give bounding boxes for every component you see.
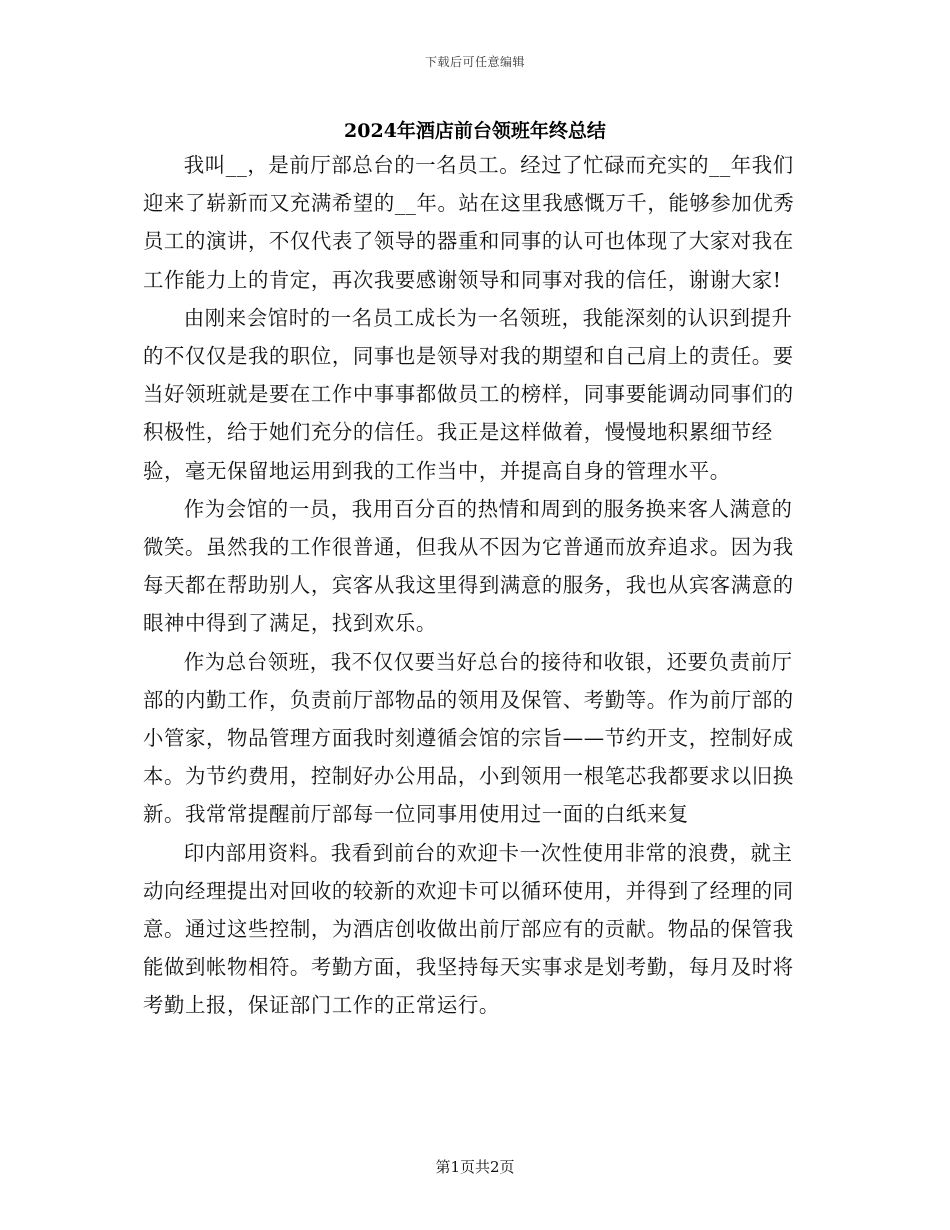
paragraph-5: 印内部用资料。我看到前台的欢迎卡一次性使用非常的浪费，就主动向经理提出对回收的较新的欢迎卡可以循环使用，并得到了经理的同意。通过这些控制，为酒店创收做出前厅部应有的贡献。物品的保管我能做到帐物相符。考勤方面，我坚持每天实事求是划考勤，每月及时将考勤上报，保证部门工作的正常运行。 (143, 840, 794, 1018)
paragraph-2: 由刚来会馆时的一名员工成长为一名领班，我能深刻的认识到提升的不仅仅是我的职位，同事也是领导对我的期望和自己肩上的责任。要当好领班就是要在工作中事事都做员工的榜样，同事要能调动同事们的积极性，给于她们充分的信任。我正是这样做着，慢慢地积累细节经验，毫无保留地运用到我的工作当中，并提高自身的管理水平。 (143, 305, 794, 483)
paragraph-4: 作为总台领班，我不仅仅要当好总台的接待和收银，还要负责前厅部的内勤工作，负责前厅部物品的领用及保管、考勤等。作为前厅部的小管家，物品管理方面我时刻遵循会馆的宗旨——节约开支，控制好成本。为节约费用，控制好办公用品，小到领用一根笔芯我都要求以旧换新。我常常提醒前厅部每一位同事用使用过一面的白纸来复 (143, 649, 794, 827)
paragraph-3: 作为会馆的一员，我用百分百的热情和周到的服务换来客人满意的微笑。虽然我的工作很普通，但我从不因为它普通而放弃追求。因为我每天都在帮助别人，宾客从我这里得到满意的服务，我也从宾客满意的眼神中得到了满足，找到欢乐。 (143, 496, 794, 636)
document-title: 2024年酒店前台领班年终总结 (344, 120, 606, 142)
header-note: 下载后可任意编辑 (424, 55, 525, 69)
paragraph-1: 我叫__，是前厅部总台的一名员工。经过了忙碌而充实的__年我们迎来了崭新而又充满希望的__年。站在这里我感慨万千，能够参加优秀员工的演讲，不仅代表了领导的器重和同事的认可也体现了大家对我在工作能力上的肯定，再次我要感谢领导和同事对我的信任，谢谢大家! (143, 153, 795, 292)
document-body (143, 146, 807, 1025)
page-footer: 第1页共2页 (435, 1158, 515, 1176)
